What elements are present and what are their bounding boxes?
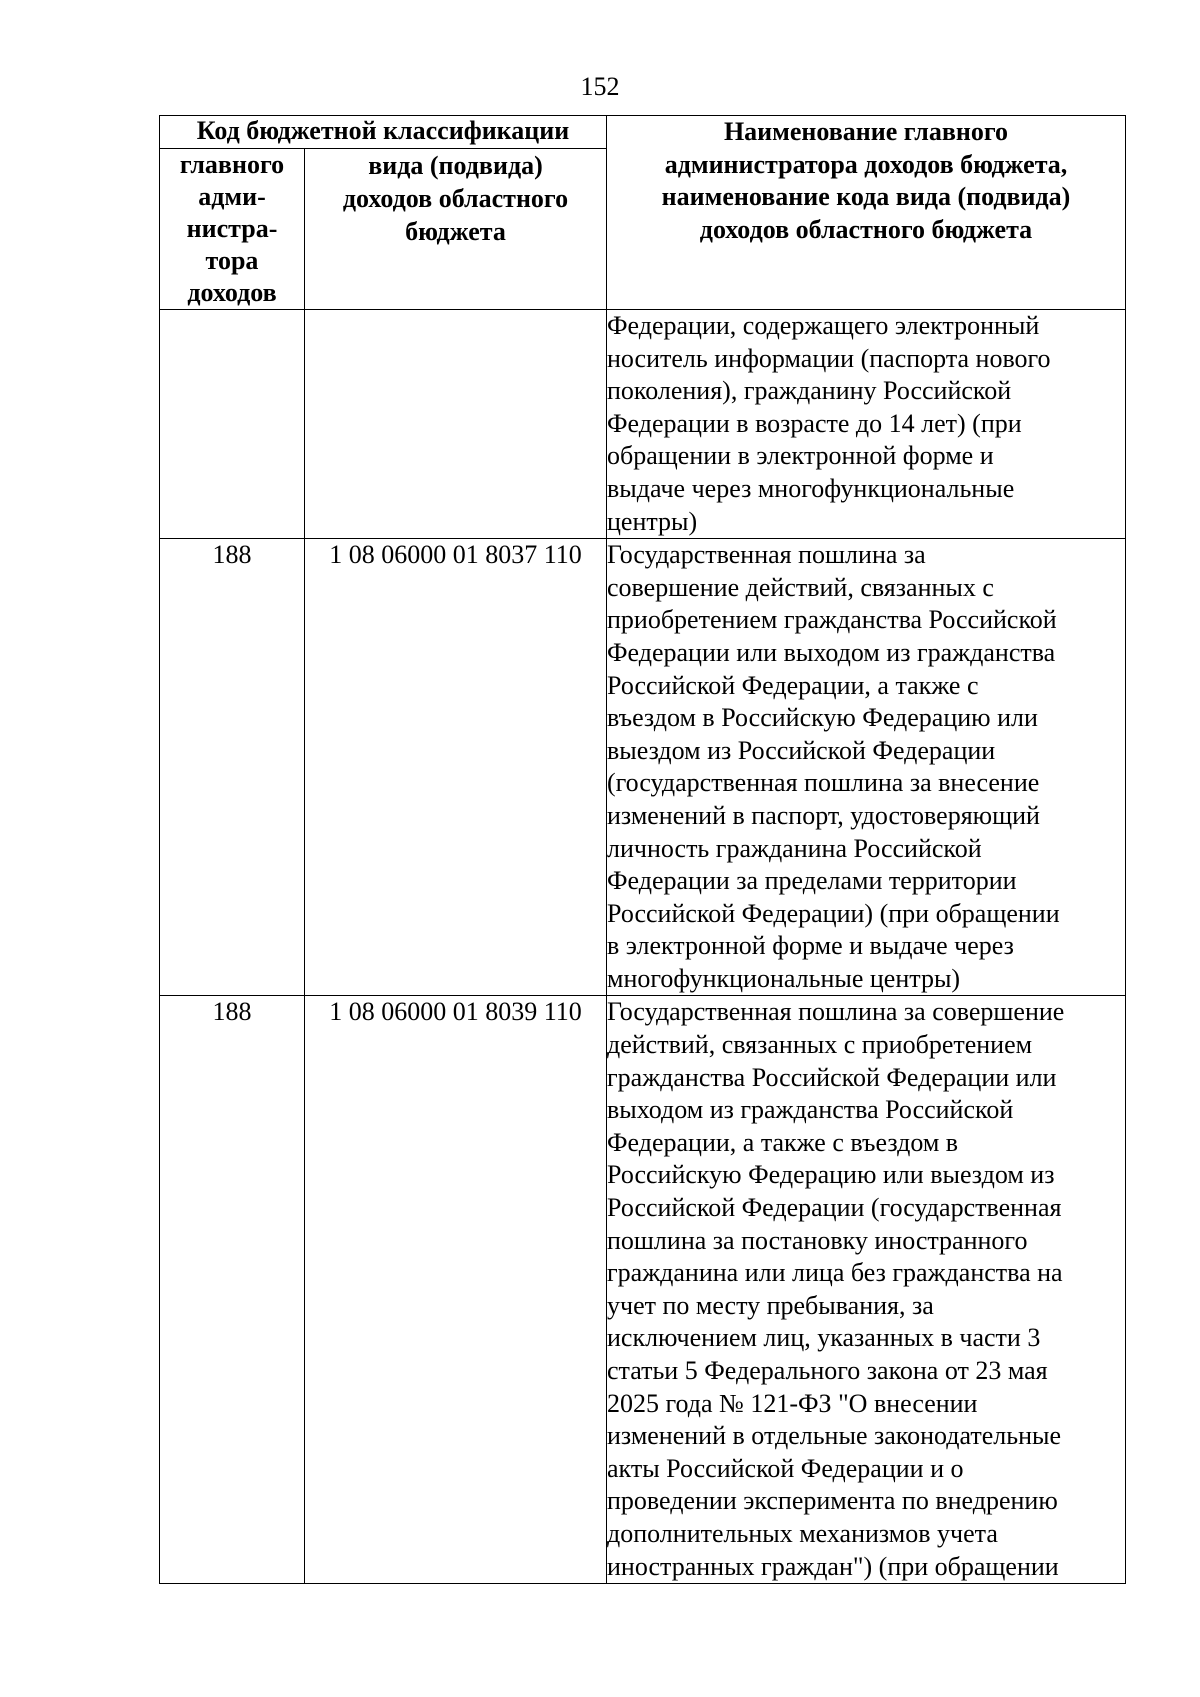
- income-code-cell: [305, 310, 607, 539]
- header-name-line: Наименование главного: [723, 117, 1009, 146]
- description-line: иностранных граждан") (при обращении: [607, 1551, 1059, 1581]
- description-line: пошлина за постановку иностранного: [607, 1225, 1028, 1255]
- description-line: Государственная пошлина за совершение: [607, 997, 1065, 1027]
- table-row: [160, 996, 1126, 1584]
- description-line: (государственная пошлина за внесение: [607, 768, 1040, 798]
- income-code-cell: 1 08 06000 01 8037 110: [305, 539, 607, 996]
- description-cell: [607, 539, 1126, 996]
- admin-code-cell: 188: [160, 539, 305, 996]
- description-line: въездом в Российскую Федерацию или: [607, 703, 1038, 733]
- description-line: личность гражданина Российской: [607, 833, 982, 863]
- header-name-column: [607, 116, 1126, 310]
- header-admin-line: главного: [179, 150, 285, 179]
- description-line: Российской Федерации) (при обращении: [607, 898, 1060, 928]
- admin-code-cell: [160, 310, 305, 539]
- description-line: Российскую Федерацию или выездом из: [607, 1160, 1055, 1190]
- description-line: многофункциональные центры): [607, 963, 961, 993]
- header-name-line: администратора доходов бюджета,: [664, 149, 1068, 179]
- income-code-cell: 1 08 06000 01 8039 110: [305, 996, 607, 1584]
- header-kind-line: вида (подвида): [368, 151, 543, 180]
- header-admin-line: доходов: [187, 278, 277, 307]
- budget-classification-table: [159, 115, 1126, 1584]
- table-row: [160, 310, 1126, 539]
- description-line: выходом из гражданства Российской: [607, 1095, 1014, 1125]
- admin-code-cell: 188: [160, 996, 305, 1584]
- header-kind-line: бюджета: [405, 217, 506, 246]
- description-line: дополнительных механизмов учета: [607, 1518, 998, 1548]
- header-admin-line: тора: [205, 246, 259, 275]
- description-line: Государственная пошлина за: [607, 540, 926, 570]
- description-line: носитель информации (паспорта нового: [607, 343, 1051, 373]
- description-line: проведении эксперимента по внедрению: [607, 1486, 1058, 1516]
- header-name-line: наименование кода вида (подвида): [661, 182, 1071, 212]
- header-admin-line: адми-: [198, 182, 266, 211]
- header-row-group: [160, 116, 1126, 149]
- description-line: действий, связанных с приобретением: [607, 1030, 1033, 1060]
- description-line: Федерации в возрасте до 14 лет) (при: [607, 408, 1022, 438]
- header-name-line: доходов областного бюджета: [699, 214, 1033, 244]
- description-line: приобретением гражданства Российской: [607, 605, 1057, 635]
- description-line: исключением лиц, указанных в части 3: [607, 1323, 1041, 1353]
- header-admin-line: нистра-: [186, 214, 278, 243]
- description-line: совершение действий, связанных с: [607, 572, 994, 602]
- description-cell: [607, 310, 1126, 539]
- description-line: гражданства Российской Федерации или: [607, 1062, 1057, 1092]
- header-kind-column: [305, 149, 607, 310]
- description-line: Федерации, содержащего электронный: [607, 311, 1040, 340]
- description-line: гражданина или лица без гражданства на: [607, 1258, 1063, 1288]
- description-line: Федерации за пределами территории: [607, 866, 1017, 896]
- description-line: центры): [607, 506, 698, 536]
- description-line: изменений в паспорт, удостоверяющий: [607, 800, 1040, 830]
- description-line: учет по месту пребывания, за: [607, 1290, 934, 1320]
- description-line: 2025 года № 121-ФЗ "О внесении: [607, 1388, 978, 1418]
- page-number: 152: [580, 72, 620, 101]
- description-line: поколения), гражданину Российской: [607, 376, 1012, 406]
- header-budget-code-group: Код бюджетной классификации: [160, 116, 607, 149]
- description-line: Российской Федерации, а также с: [607, 670, 979, 700]
- description-line: изменений в отдельные законодательные: [607, 1421, 1062, 1451]
- description-line: выездом из Российской Федерации: [607, 735, 996, 765]
- description-line: обращении в электронной форме и: [607, 441, 994, 471]
- description-line: статьи 5 Федерального закона от 23 мая: [607, 1356, 1048, 1385]
- description-cell: [607, 996, 1126, 1584]
- description-line: Федерации или выходом из гражданства: [607, 637, 1056, 667]
- description-line: в электронной форме и выдаче через: [607, 931, 1014, 961]
- description-line: Российской Федерации (государственная: [607, 1193, 1062, 1223]
- table-row: [160, 539, 1126, 996]
- description-line: Федерации, а также с въездом в: [607, 1127, 959, 1157]
- description-line: выдаче через многофункциональные: [607, 473, 1015, 503]
- description-line: акты Российской Федерации и о: [607, 1453, 964, 1483]
- header-admin-column: [160, 149, 305, 310]
- header-kind-line: доходов областного: [342, 184, 569, 213]
